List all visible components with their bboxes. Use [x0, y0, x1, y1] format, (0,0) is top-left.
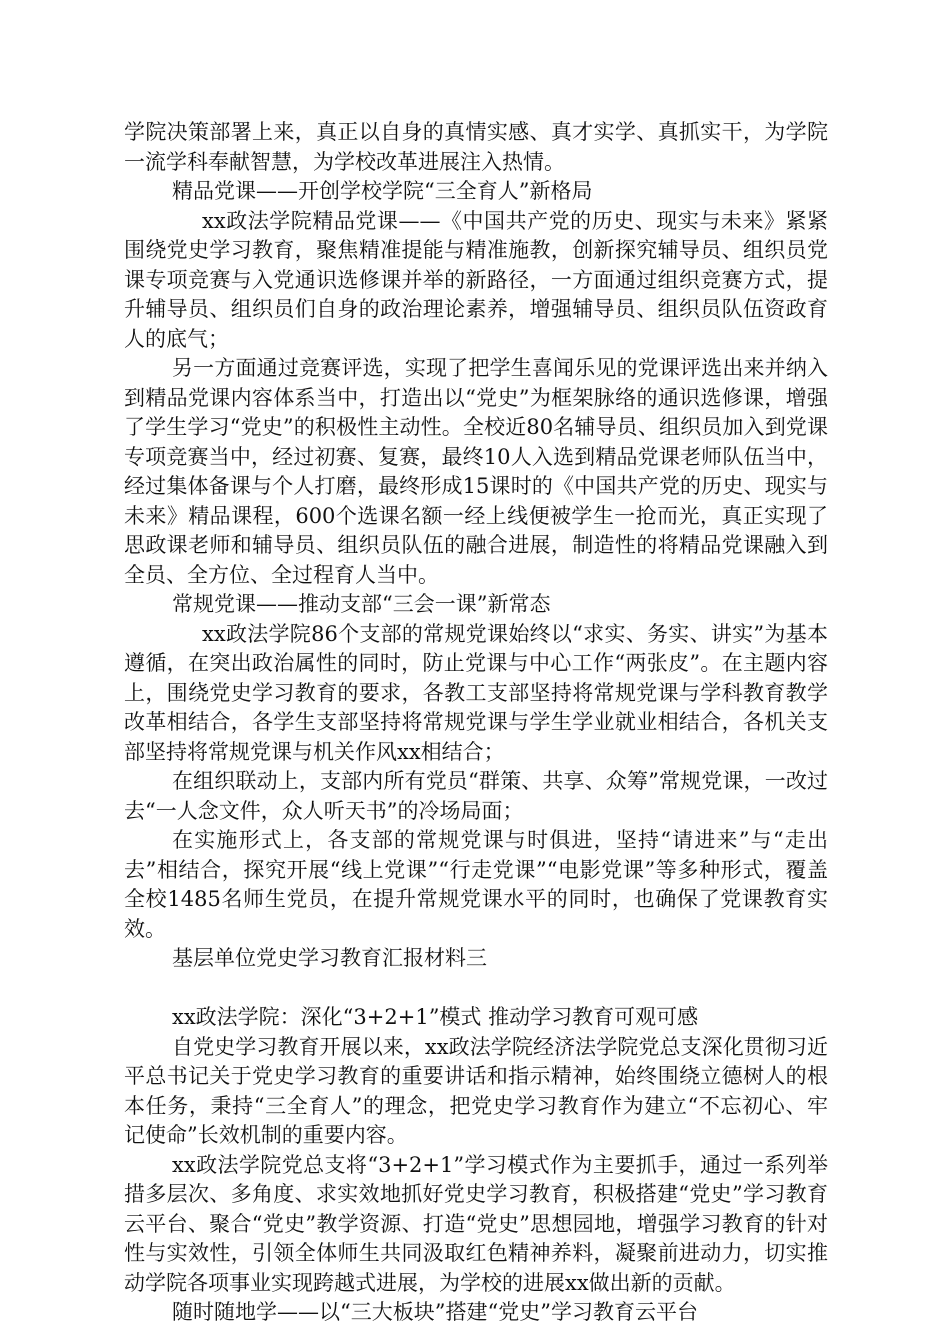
- document-section-title: 基层单位党史学习教育汇报材料三: [172, 946, 487, 970]
- paragraph: 在组织联动上，支部内所有党员“群策、共享、众筹”常规党课，一改过去“一人念文件，众人听天书”的冷场局面；: [124, 769, 828, 823]
- paragraph-continuation: 学院决策部署上来，真正以自身的真情实感、真才实学、真抓实干，为学院一流学科奉献智慧，为学校改革进展注入热情。: [124, 120, 828, 174]
- article-title: xx政法学院：深化“3+2+1”模式 推动学习教育可观可感: [172, 1005, 699, 1029]
- paragraph: 在实施形式上，各支部的常规党课与时俱进，坚持“请进来”与“走出去”相结合，探究开展“线上党课”“行走党课”“电影党课”等多种形式，覆盖全校1485名师生党员，在提升常规党课水平的同时，也确保了党课教育实效。: [124, 828, 828, 941]
- paragraph: xx政法学院精品党课——《中国共产党的历史、现实与未来》紧紧围绕党史学习教育，聚焦精准提能与精准施教，创新探究辅导员、组织员党课专项竞赛与入党通识选修课并举的新路径，一方面通过组织竞赛方式，提升辅导员、组织员们自身的政治理论素养，增强辅导员、组织员队伍资政育人的底气；: [124, 208, 828, 351]
- section-heading-anytime-learning: 随时随地学——以“三大板块”搭建“党史”学习教育云平台: [172, 1300, 698, 1324]
- paragraph: 另一方面通过竞赛评选，实现了把学生喜闻乐见的党课评选出来并纳入到精品党课内容体系当中，打造出以“党史”为框架脉络的通识选修课，增强了学生学习“党史”的积极性主动性。全校近80名辅导员、组织员加入到党课专项竞赛当中，经过初赛、复赛，最终10人入选到精品党课老师队伍当中，经过集体备课与个人打磨，最终形成15课时的《中国共产党的历史、现实与未来》精品课程，600个选课名额一经上线便被学生一抢而光，真正实现了思政课老师和辅导员、组织员队伍的融合进展，制造性的将精品党课融入到全员、全方位、全过程育人当中。: [124, 356, 828, 587]
- section-heading-quality-lectures: 精品党课——开创学校学院“三全育人”新格局: [172, 179, 593, 203]
- paragraph: 自党史学习教育开展以来，xx政法学院经济法学院党总支深化贯彻习近平总书记关于党史学习教育的重要讲话和指示精神，始终围绕立德树人的根本任务，秉持“三全育人”的理念，把党史学习教育作为建立“不忘初心、牢记使命”长效机制的重要内容。: [124, 1034, 828, 1147]
- section-heading-regular-lectures: 常规党课——推动支部“三会一课”新常态: [172, 592, 551, 616]
- blank-line: [124, 974, 828, 1004]
- paragraph: xx政法学院86个支部的常规党课始终以“求实、务实、讲实”为基本遵循，在突出政治属性的同时，防止党课与中心工作“两张皮”。在主题内容上，围绕党史学习教育的要求，各教工支部坚持将常规党课与学科教育教学改革相结合，各学生支部坚持将常规党课与学生学业就业相结合，各机关支部坚持将常规党课与机关作风xx相结合；: [124, 621, 828, 764]
- document-body: [124, 118, 828, 1328]
- paragraph: xx政法学院党总支将“3+2+1”学习模式作为主要抓手，通过一系列举措多层次、多角度、求实效地抓好党史学习教育，积极搭建“党史”学习教育云平台、聚合“党史”教学资源、打造“党史”思想园地，增强学习教育的针对性与实效性，引领全体师生共同汲取红色精神养料，凝聚前进动力，切实推动学院各项事业实现跨越式进展，为学校的进展xx做出新的贡献。: [124, 1152, 828, 1295]
